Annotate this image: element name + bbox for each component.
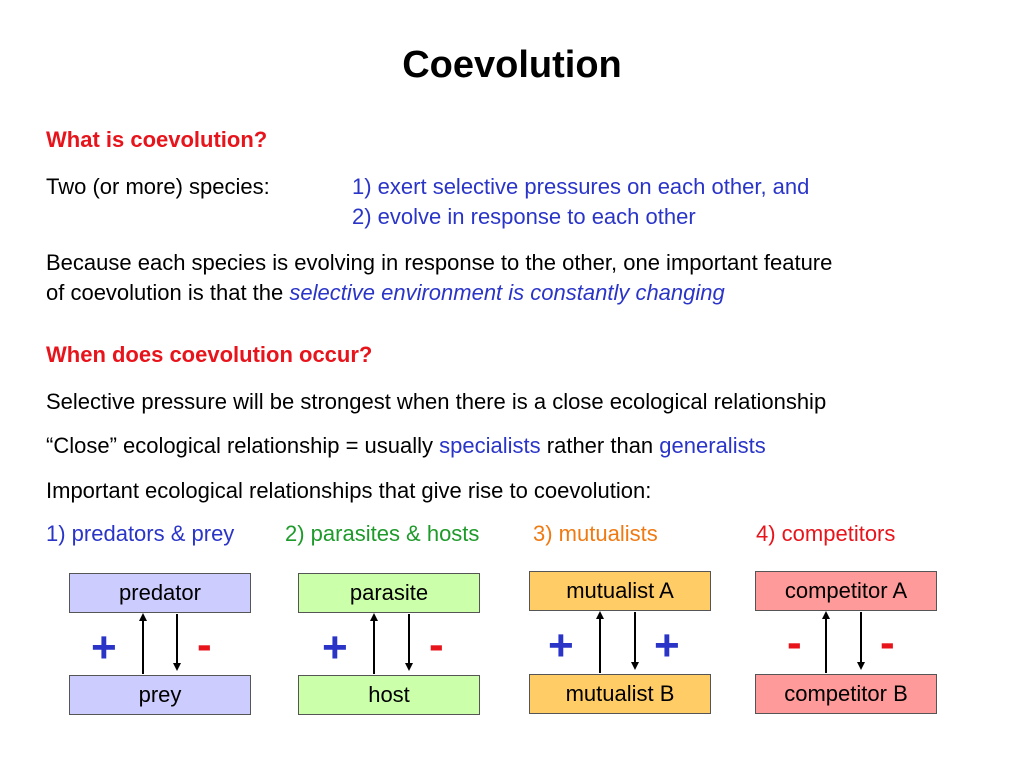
specialists-term: specialists	[439, 433, 541, 458]
mutualist-a-box: mutualist A	[529, 571, 711, 611]
heading-what-is-coevolution: What is coevolution?	[46, 127, 268, 152]
species-lead: Two (or more) species:	[46, 174, 270, 199]
category-competitors: 4) competitors	[756, 521, 896, 546]
paragraph-line-1: Because each species is evolving in response to the other, one important feature	[46, 250, 833, 275]
slide-title: Coevolution	[402, 44, 622, 86]
mutualists-right-sign: +	[654, 621, 680, 670]
prey-box: prey	[69, 675, 251, 715]
predator-prey-left-sign: +	[91, 623, 117, 672]
selective-pressure-line: Selective pressure will be strongest when there is a close ecological relationship	[46, 389, 827, 414]
parasite-box: parasite	[298, 573, 480, 613]
close-relationship-middle: rather than	[546, 433, 654, 458]
mutualist-b-box: mutualist B	[529, 674, 711, 714]
parasite-host-right-sign: -	[429, 620, 444, 669]
competitor-b-box: competitor B	[755, 674, 937, 714]
category-predators-prey: 1) predators & prey	[46, 521, 235, 546]
heading-when-does-coevolution-occur: When does coevolution occur?	[46, 342, 373, 367]
generalists-term: generalists	[659, 433, 766, 458]
category-mutualists: 3) mutualists	[533, 521, 658, 546]
point-2: 2) evolve in response to each other	[352, 204, 696, 229]
category-parasites-hosts: 2) parasites & hosts	[285, 521, 480, 546]
parasite-host-left-sign: +	[322, 623, 348, 672]
point-1: 1) exert selective pressures on each other, and	[352, 174, 810, 199]
close-relationship-prefix: “Close” ecological relationship = usually	[46, 433, 434, 458]
important-relationships-line: Important ecological relationships that give rise to coevolution:	[46, 478, 652, 503]
competitors-right-sign: -	[880, 618, 895, 667]
mutualists-left-sign: +	[548, 621, 574, 670]
predator-box: predator	[69, 573, 251, 613]
paragraph-line-2-prefix: of coevolution is that the	[46, 280, 284, 305]
host-box: host	[298, 675, 480, 715]
competitor-a-box: competitor A	[755, 571, 937, 611]
paragraph-emphasis: selective environment is constantly changing	[289, 280, 725, 305]
competitors-left-sign: -	[787, 618, 802, 667]
predator-prey-right-sign: -	[197, 620, 212, 669]
